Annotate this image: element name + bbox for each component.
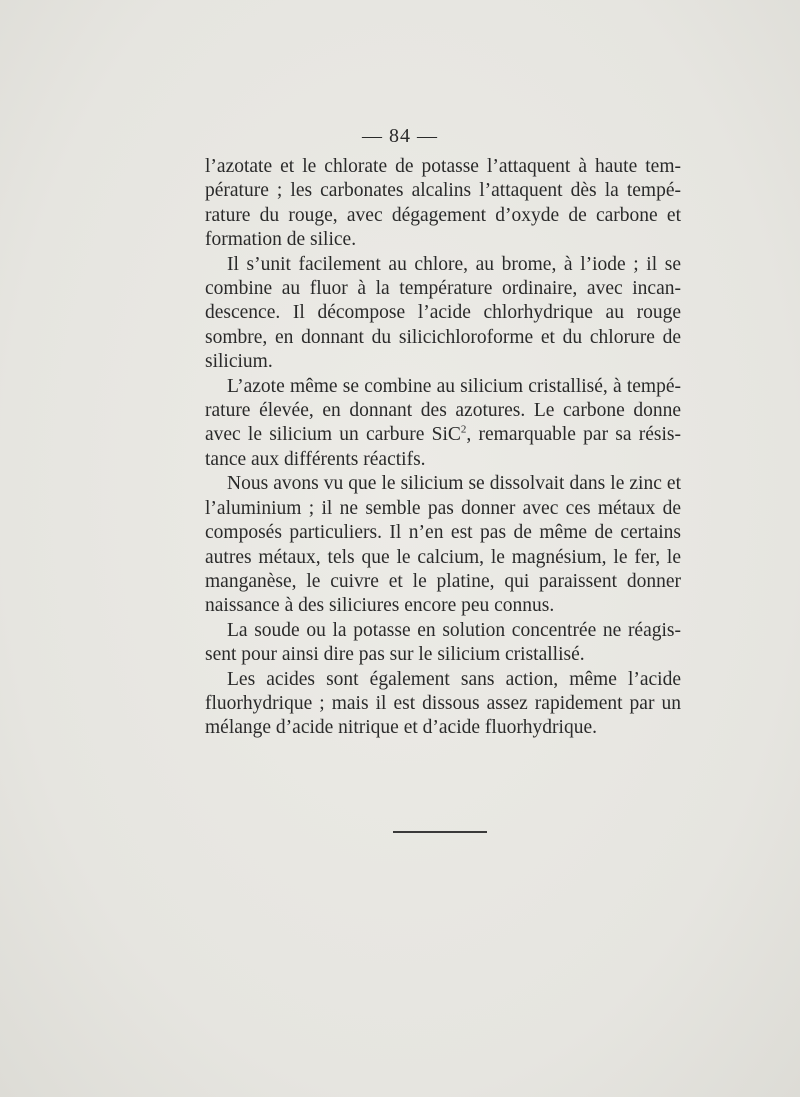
paragraph-6: Les acides sont également sans action, même l’acide fluorhydrique ; mais il est dissous assez rapidement par un mélange d’acide nitrique et d’acide fluorhydrique. (205, 668, 681, 739)
page-number: — 84 — (362, 125, 438, 147)
paragraph-3-text-after: , remarquable par sa résistance aux différents réactifs. (205, 424, 681, 470)
paragraph-1: l’azotate et le chlorate de potasse l’attaquent à haute température ; les carbonates alcalins l’attaquent dès la température du rouge, avec dégagement d’oxyde de carbone et formation de silice. (205, 156, 681, 251)
superscript: 2 (460, 423, 467, 436)
paragraph-3-text-before: L’azote même se combine au silicium cristallisé, à température élevée, en donnant des azotures. Le carbone donne avec le silicium un carbure SiC (205, 375, 681, 446)
body-text (205, 155, 681, 741)
end-rule (393, 831, 487, 833)
paragraph-5: La soude ou la potasse en solution concentrée ne réagissent pour ainsi dire pas sur le silicium cristallisé. (205, 619, 681, 666)
paragraph-2: Il s’unit facilement au chlore, au brome, à l’iode ; il se combine au fluor à la température ordinaire, avec incandescence. Il décompose l’acide chlorhydrique au rouge sombre, en donnant du silicichloroforme et du chlorure de silicium. (205, 253, 681, 373)
paragraph-4: Nous avons vu que le silicium se dissolvait dans le zinc et l’aluminium ; il ne semble pas donner avec ces métaux de composés particuliers. Il n’en est pas de même de certains autres métaux, tels que le calcium, le magnésium, le fer, le manganèse, le cuivre et le platine, qui paraissent donner naissance à des siliciures encore peu connus. (205, 473, 681, 617)
paragraph-3 (205, 375, 681, 473)
